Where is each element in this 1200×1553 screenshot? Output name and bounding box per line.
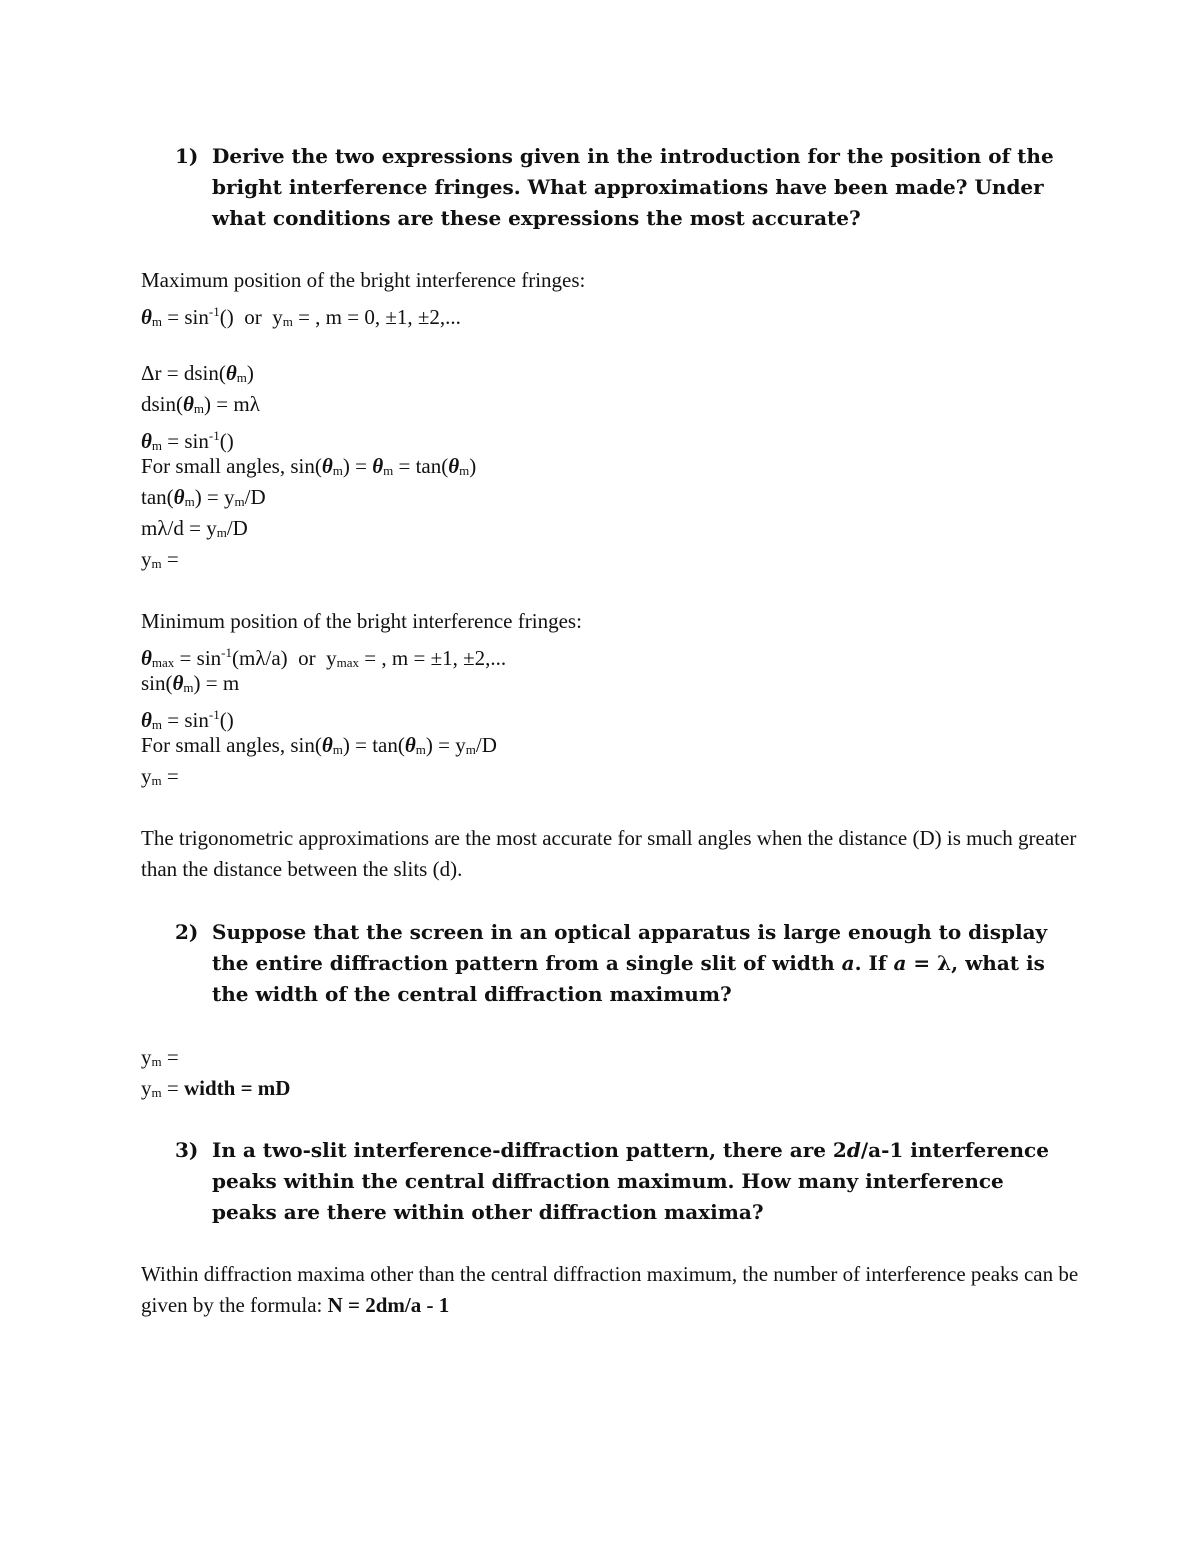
equation-ym-3: ym = bbox=[141, 1045, 179, 1069]
equation-inverse-sine-2: $\theta m = \sin^{-1}()$ bbox=[141, 707, 234, 732]
equation-sin: sin(θm) = m bbox=[141, 671, 240, 695]
equation-dsin: dsin(θm) = mλ bbox=[141, 392, 260, 416]
question-number: 2) bbox=[175, 920, 199, 944]
equation-ym-2: ym = bbox=[141, 764, 179, 788]
equation-ym: ym = bbox=[141, 547, 179, 571]
equation-tan: tan(θm) = ym/D bbox=[141, 485, 266, 509]
equation-max-position: $\theta m = \sin^{-1}()$ or ym = , m = 0, ±1, ±2,... bbox=[141, 304, 461, 329]
question-3 bbox=[175, 1135, 1075, 1228]
answer-2 bbox=[141, 1042, 1081, 1104]
formula: N = 2dm/a - 1 bbox=[327, 1293, 450, 1317]
answer-1 bbox=[141, 265, 1081, 885]
question-2 bbox=[175, 917, 1075, 1010]
equation-min-position: $\theta\max = \sin^{-1}(m\lambda/a)$ or ymax = , m = ±1, ±2,... bbox=[141, 645, 507, 670]
max-heading: Maximum position of the bright interference fringes: bbox=[141, 268, 586, 292]
question-number: 3) bbox=[175, 1138, 199, 1162]
equation-small-angles-2: For small angles, sin(θm) = tan(θm) = ym/D bbox=[141, 733, 497, 757]
blank-line bbox=[141, 575, 1081, 606]
question-1 bbox=[175, 141, 1075, 234]
blank-line bbox=[141, 327, 1081, 358]
answer-paragraph: Within diffraction maxima other than the central diffraction maximum, the number of interference peaks can be given by the formula: N = 2dm/a - 1 bbox=[141, 1262, 1079, 1317]
question-number: 1) bbox=[175, 144, 199, 168]
blank-line bbox=[141, 792, 1081, 823]
equation-inverse-sine: $\theta m = \sin^{-1}()$ bbox=[141, 428, 234, 453]
question-text: Suppose that the screen in an optical apparatus is large enough to display the entire diffraction pattern from a single slit of width a. If a = λ, what is the width of the central diffraction maximum? bbox=[212, 920, 1048, 1006]
conclusion-paragraph: The trigonometric approximations are the most accurate for small angles when the distance (D) is much greater than the distance between the slits (d). bbox=[141, 826, 1077, 881]
equation-small-angles: For small angles, sin(θm) = θm = tan(θm) bbox=[141, 454, 477, 478]
equation-path-difference: Δr = dsin(θm) bbox=[141, 361, 254, 385]
min-heading: Minimum position of the bright interference fringes: bbox=[141, 609, 582, 633]
equation-width: ym = width = mD bbox=[141, 1076, 291, 1100]
answer-3 bbox=[141, 1259, 1081, 1321]
question-text: Derive the two expressions given in the introduction for the position of the bright interference fringes. What approximations have been made? Under what conditions are these expressions the most accurate? bbox=[212, 144, 1054, 230]
question-text: In a two-slit interference-diffraction pattern, there are 2d/a-1 interference peaks within the central diffraction maximum. How many interference peaks are there within other diffraction maxima? bbox=[212, 1138, 1049, 1224]
equation-mlambda: mλ/d = ym/D bbox=[141, 516, 248, 540]
